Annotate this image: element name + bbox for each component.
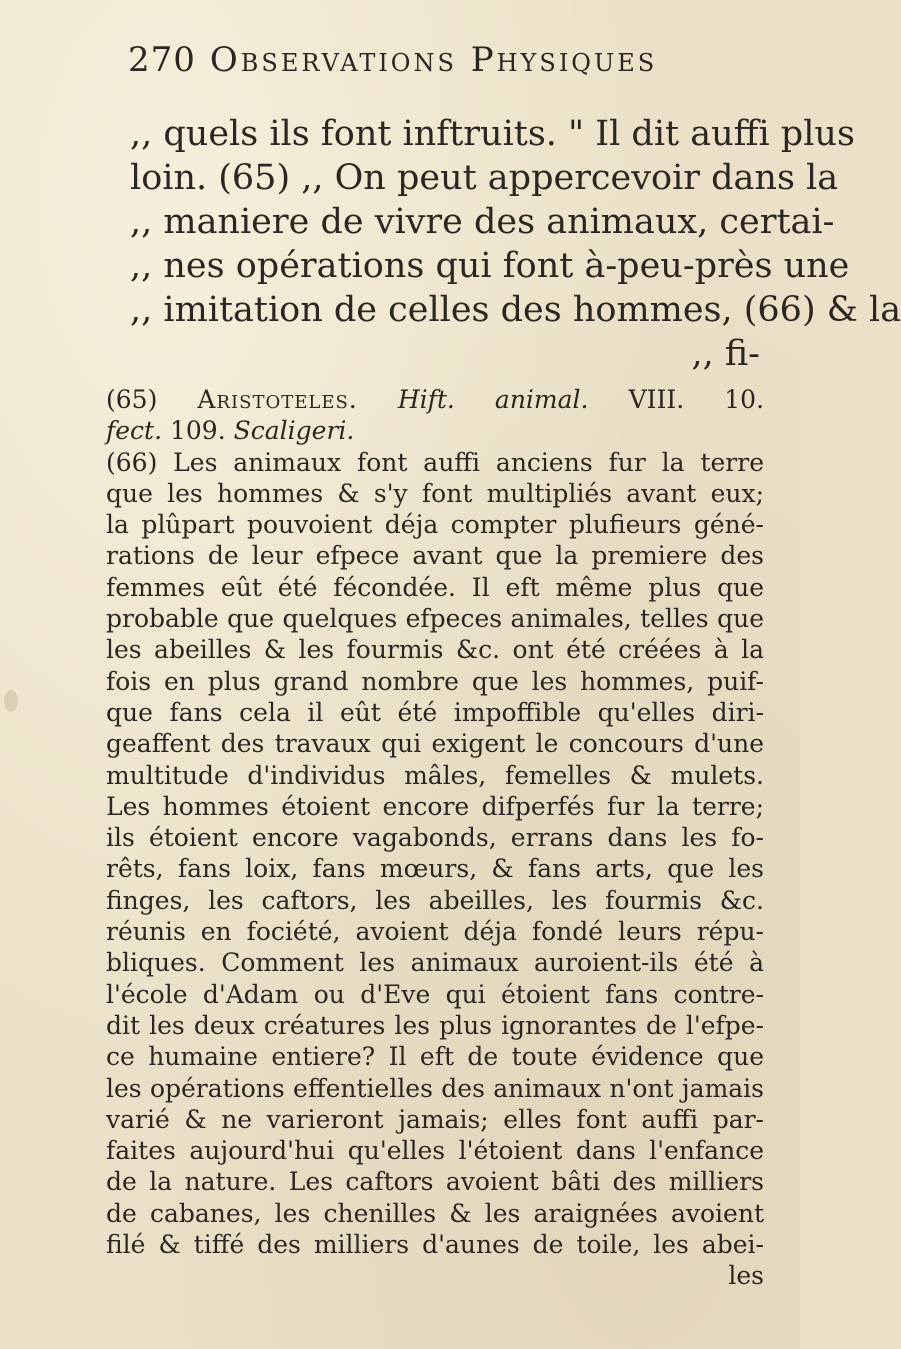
page-header	[128, 40, 768, 90]
footnote-66-line: ce humaine entiere? Il eft de toute évidence que	[106, 1042, 764, 1072]
footnote-66-line: dit les deux créatures les plus ignorantes de l'efpe-	[106, 1010, 764, 1040]
footnote-66-line: de cabanes, les chenilles & les araignées avoient	[106, 1198, 764, 1228]
paper-stain	[4, 690, 18, 712]
footnote-66-line: les opérations effentielles des animaux n'ont jamais	[106, 1073, 764, 1103]
footnote-editor: Scaligeri.	[233, 416, 355, 446]
footnote-author: Aristoteles.	[197, 385, 358, 414]
text-line: ,, maniere de vivre des animaux, certai-	[130, 202, 835, 242]
footnote-66-line: que fans cela il eût été impoffible qu'elles diri-	[106, 697, 764, 727]
footnote-65-line-2	[106, 415, 764, 446]
footnote-66-line: geaffent des travaux qui exigent le concours d'une	[106, 729, 764, 759]
footnote-66-line: probable que quelques efpeces animales, telles que	[106, 604, 764, 634]
catchword: les	[728, 1261, 764, 1291]
footnote-66-line: l'école d'Adam ou d'Eve qui étoient fans contre-	[106, 979, 764, 1009]
footnote-65-line-1	[106, 384, 764, 415]
footnote-66-line: les abeilles & les fourmis &c. ont été créées à la	[106, 635, 764, 665]
footnote-66-line: réunis en fociété, avoient déja fondé leurs répu-	[106, 917, 764, 947]
footnote-66-line: faites aujourd'hui qu'elles l'étoient dans l'enfance	[106, 1136, 764, 1166]
footnote-66-line: multitude d'individus mâles, femelles & mulets.	[106, 760, 764, 790]
footnotes-block	[106, 384, 764, 1292]
text-line: ,, quels ils font inftruits. " Il dit auffi plus	[130, 114, 855, 154]
text-line: ,, nes opérations qui font à-peu-près une	[130, 246, 850, 286]
footnote-66-line: rêts, fans loix, fans mœurs, & fans arts, que les	[106, 854, 764, 884]
text-line: ,, imitation de celles des hommes, (66) & la	[130, 290, 901, 330]
footnote-work: Hift. animal.	[397, 385, 589, 414]
main-text-block	[130, 112, 901, 376]
footnote-section-number: 109.	[170, 416, 226, 446]
footnote-66-line: fois en plus grand nombre que les hommes, puif-	[106, 666, 764, 696]
footnote-66-line: ils étoient encore vagabonds, errans dans les fo-	[106, 823, 764, 853]
footnote-number: (65)	[106, 385, 158, 414]
catchword-line: ,, fi-	[691, 334, 760, 374]
footnote-66-line: bliques. Comment les animaux auroient-ils été à	[106, 948, 764, 978]
text-line: loin. (65) ,, On peut appercevoir dans la	[130, 158, 839, 198]
footnote-reference: VIII. 10.	[628, 385, 765, 414]
footnote-66-line: (66) Les animaux font auffi anciens fur la terre	[106, 447, 764, 477]
footnote-66-line: que les hommes & s'y font multipliés avant eux;	[106, 478, 764, 508]
footnote-66-line: finges, les caftors, les abeilles, les fourmis &c.	[106, 885, 764, 915]
footnote-66-line: Les hommes étoient encore difperfés fur la terre;	[106, 791, 764, 821]
footnote-section-label: fect.	[106, 416, 163, 446]
footnote-66-line: la plûpart pouvoient déja compter plufieurs géné-	[106, 510, 764, 540]
footnote-66-line: varié & ne varieront jamais; elles font auffi par-	[106, 1104, 764, 1134]
footnote-66-line: de la nature. Les caftors avoient bâti des milliers	[106, 1167, 764, 1197]
running-title: Observations Physiques	[209, 40, 658, 80]
footnote-66-line: rations de leur efpece avant que la premiere des	[106, 541, 764, 571]
footnote-66-line: filé & tiffé des milliers d'aunes de toile, les abei-	[106, 1230, 764, 1260]
page-number: 270	[128, 40, 196, 80]
footnote-66-line: femmes eût été fécondée. Il eft même plus que	[106, 572, 764, 602]
